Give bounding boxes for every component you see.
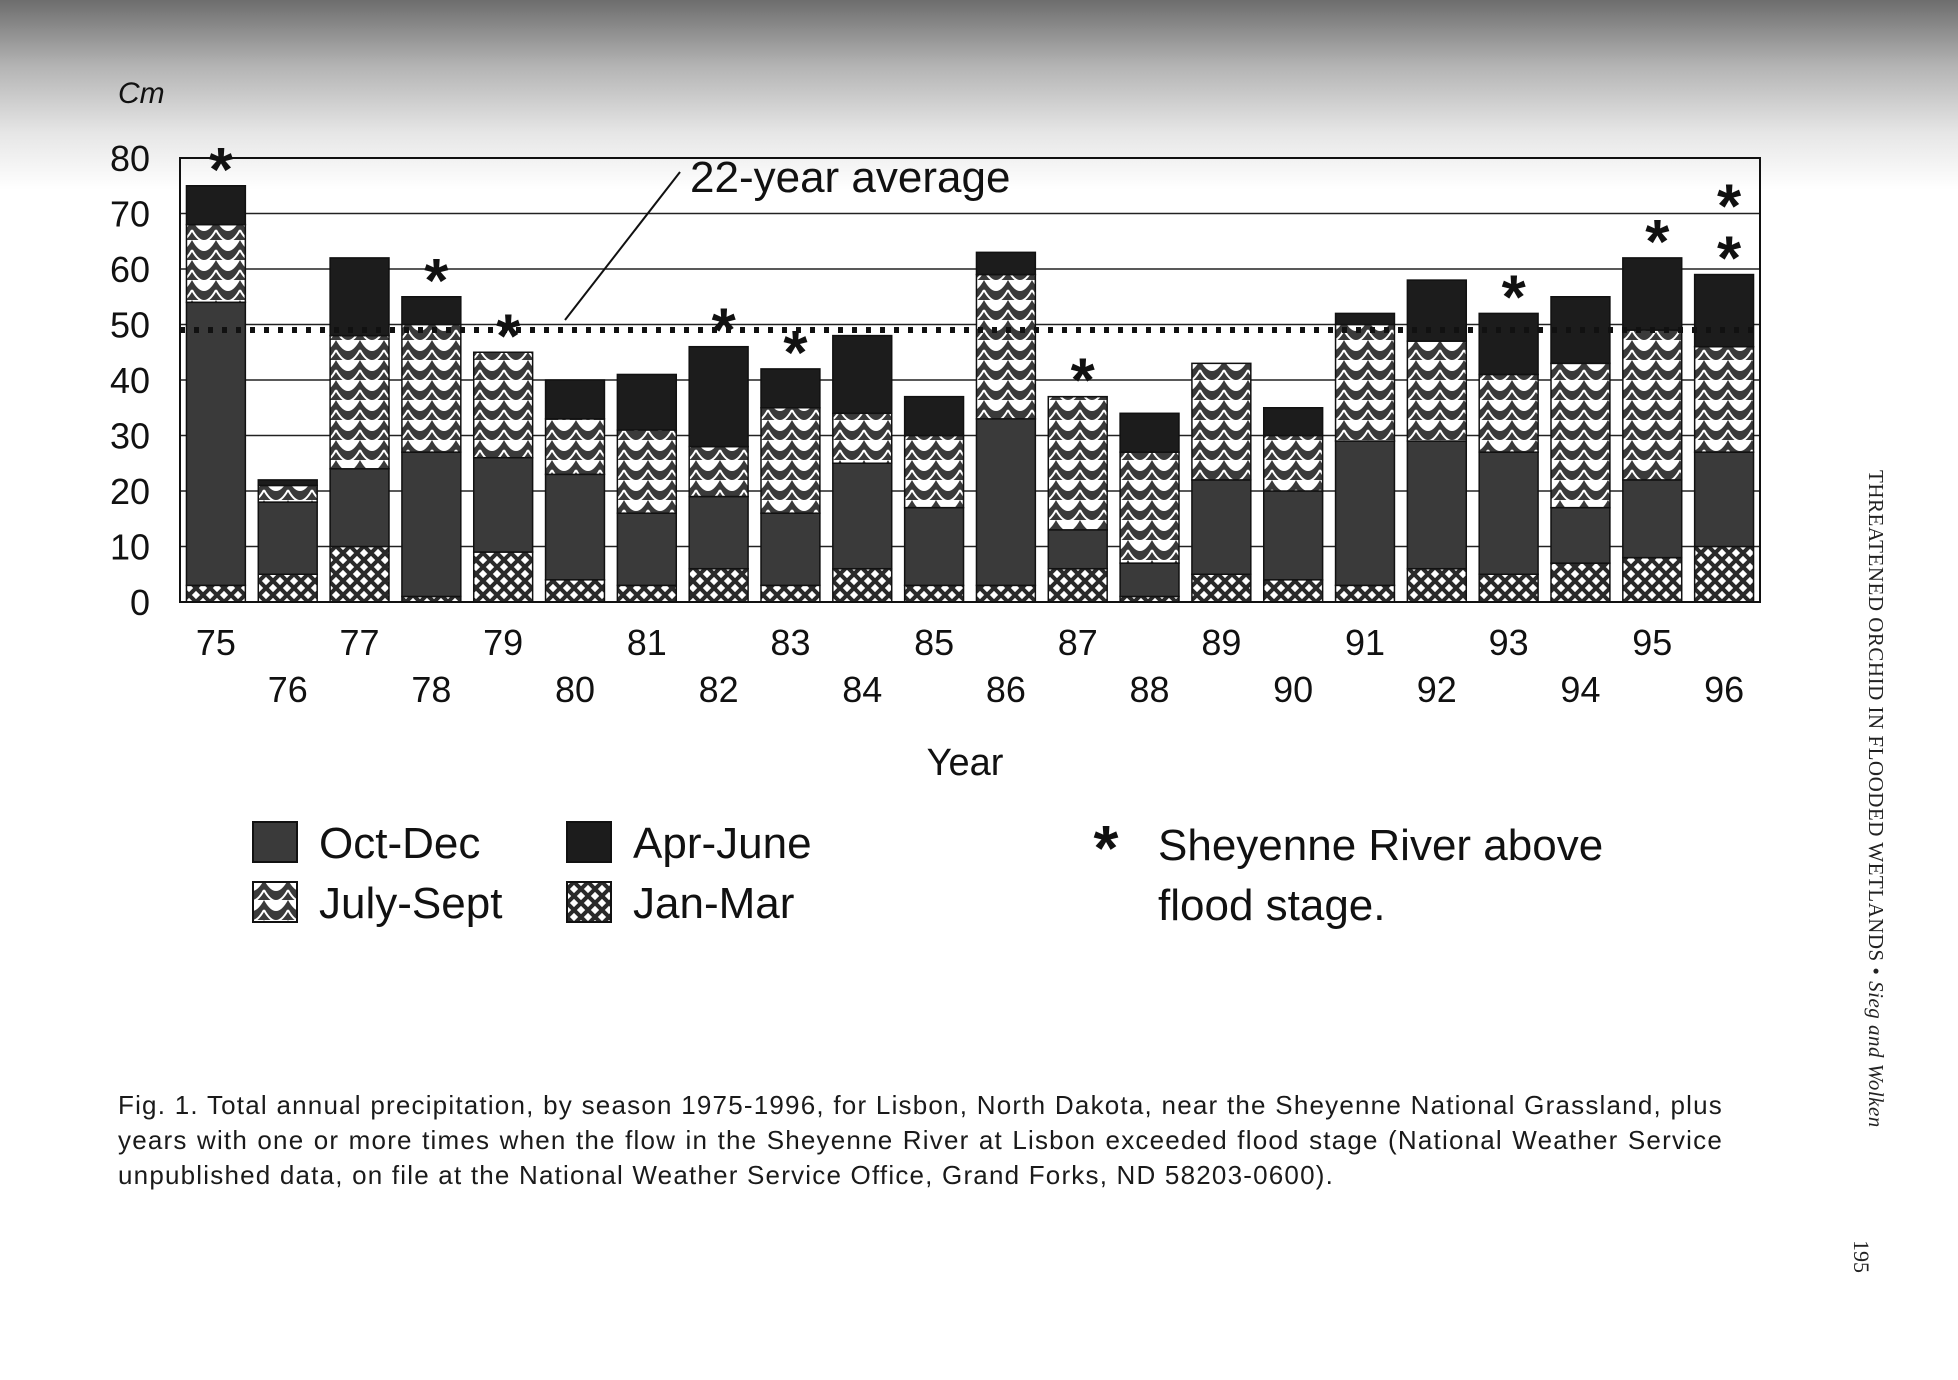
bar-86 — [976, 252, 1035, 602]
x-tick-76: 76 — [267, 669, 308, 710]
bar-84-apr-june — [833, 336, 892, 414]
running-head-title: THREATENED ORCHID IN FLOODED WETLANDS — [1864, 470, 1888, 962]
bar-92-jan-mar — [1407, 569, 1466, 602]
bar-81-july-sept — [617, 430, 676, 513]
x-tick-92: 92 — [1416, 669, 1457, 710]
bar-93-jan-mar — [1479, 574, 1538, 602]
x-tick-94: 94 — [1560, 669, 1601, 710]
bar-77-july-sept — [330, 336, 389, 469]
bar-93 — [1479, 313, 1538, 602]
bar-93-july-sept — [1479, 374, 1538, 452]
legend-label-jan-mar: Jan-Mar — [633, 879, 795, 928]
running-head — [1848, 470, 1888, 1170]
bars — [186, 186, 1753, 602]
x-tick-96: 96 — [1704, 669, 1745, 710]
x-tick-90: 90 — [1273, 669, 1314, 710]
y-tick-labels — [110, 138, 150, 623]
y-tick-0: 0 — [129, 582, 150, 623]
y-axis-label: Cm — [118, 77, 165, 110]
bar-81 — [617, 374, 676, 602]
flood-star-96-2: * — [1717, 172, 1742, 242]
flood-star-87: * — [1070, 346, 1095, 416]
bar-89 — [1192, 363, 1251, 602]
bar-78-july-sept — [402, 325, 461, 453]
flood-star-93: * — [1501, 263, 1526, 333]
bar-87-july-sept — [1048, 397, 1107, 530]
bar-90-july-sept — [1264, 436, 1323, 492]
bar-91-july-sept — [1336, 325, 1395, 442]
x-tick-91: 91 — [1344, 622, 1386, 663]
flood-star-75: * — [208, 135, 233, 205]
bar-78-oct-dec — [402, 452, 461, 596]
bar-90-apr-june — [1264, 408, 1323, 436]
bar-88 — [1120, 413, 1179, 602]
bar-82 — [689, 347, 748, 602]
bar-84 — [833, 336, 892, 602]
bar-84-july-sept — [833, 413, 892, 463]
bar-83-oct-dec — [761, 513, 820, 585]
x-tick-85: 85 — [914, 622, 955, 663]
bar-81-oct-dec — [617, 513, 676, 585]
y-tick-70: 70 — [109, 193, 150, 235]
x-tick-93: 93 — [1488, 622, 1529, 663]
flood-star-83: * — [783, 318, 808, 388]
bar-80-oct-dec — [546, 474, 605, 579]
bar-96-jan-mar — [1695, 547, 1754, 603]
page-number: 195 — [1849, 1240, 1874, 1273]
flood-legend-label — [1158, 821, 1615, 930]
bar-85-july-sept — [905, 436, 964, 508]
bar-88-oct-dec — [1120, 563, 1179, 596]
y-tick-20: 20 — [109, 471, 150, 512]
flood-star-82: * — [711, 296, 736, 366]
flood-star-79: * — [496, 302, 521, 372]
bar-95-jan-mar — [1623, 558, 1682, 602]
bar-85 — [905, 397, 964, 602]
x-tick-77: 77 — [339, 622, 380, 663]
legend-swatch-oct-dec — [253, 822, 297, 862]
bar-87 — [1048, 397, 1107, 602]
bar-84-oct-dec — [833, 463, 892, 568]
flood-legend-line-2: flood stage. — [1158, 881, 1386, 930]
bar-80-apr-june — [546, 380, 605, 419]
bar-75-oct-dec — [186, 302, 245, 585]
x-tick-75: 75 — [195, 622, 236, 663]
flood-legend-line-1: Sheyenne River above — [1158, 821, 1604, 870]
x-tick-86: 86 — [985, 669, 1026, 710]
bar-96-oct-dec — [1695, 452, 1754, 546]
bar-79-jan-mar — [474, 552, 533, 602]
bar-82-july-sept — [689, 447, 748, 497]
x-tick-87: 87 — [1057, 622, 1098, 663]
bar-86-july-sept — [976, 275, 1035, 419]
bar-85-jan-mar — [905, 585, 964, 602]
x-tick-88: 88 — [1129, 669, 1170, 710]
bar-77 — [330, 258, 389, 602]
average-label: 22-year average — [690, 153, 1011, 202]
bar-78 — [402, 297, 461, 602]
running-head-authors: Sieg and Wolken — [1864, 981, 1888, 1128]
bar-94-july-sept — [1551, 363, 1610, 507]
legend-swatch-july-sept — [253, 882, 297, 922]
average-leader — [565, 172, 680, 320]
x-tick-81: 81 — [626, 622, 667, 663]
bar-75-jan-mar — [186, 585, 245, 602]
bar-81-apr-june — [617, 374, 676, 430]
bar-81-jan-mar — [617, 585, 676, 602]
y-tick-40: 40 — [109, 360, 150, 401]
legend-label-july-sept: July-Sept — [319, 879, 503, 928]
bar-87-oct-dec — [1048, 530, 1107, 569]
x-tick-labels — [196, 622, 1744, 710]
bar-91-jan-mar — [1336, 585, 1395, 602]
bar-80-jan-mar — [546, 580, 605, 602]
x-tick-82: 82 — [698, 669, 739, 710]
bar-86-oct-dec — [976, 419, 1035, 585]
bar-83 — [761, 369, 820, 602]
x-tick-89: 89 — [1201, 622, 1242, 663]
bar-77-apr-june — [330, 258, 389, 336]
figure-caption: Fig. 1. Total annual precipitation, by season 1975-1996, for Lisbon, North Dakota, near the Sheyenne National Grassland, plus years with one or more times when the flow in the Sheyenne River at Lisbon exceeded flood stage (National Weather Service unpublished data, on file at the National Weather Service Office, Grand Forks, ND 58203-0600). — [118, 1090, 1723, 1190]
bar-77-oct-dec — [330, 469, 389, 547]
bar-85-apr-june — [905, 397, 964, 436]
bar-80-july-sept — [546, 419, 605, 475]
bar-87-jan-mar — [1048, 569, 1107, 602]
flood-star-78: * — [424, 246, 449, 316]
bar-89-oct-dec — [1192, 480, 1251, 574]
bar-76 — [258, 480, 317, 602]
flood-star-96-1: * — [1717, 224, 1742, 294]
bar-79 — [474, 352, 533, 602]
x-tick-95: 95 — [1632, 622, 1673, 663]
y-tick-80: 80 — [109, 138, 150, 179]
running-head-separator: • — [1864, 961, 1888, 982]
bar-90-oct-dec — [1264, 491, 1323, 580]
bar-88-apr-june — [1120, 413, 1179, 452]
bar-86-apr-june — [976, 252, 1035, 274]
flood-star-95: * — [1645, 207, 1670, 277]
bar-86-jan-mar — [976, 585, 1035, 602]
legend-swatch-apr-june — [567, 822, 611, 862]
bar-82-jan-mar — [689, 569, 748, 602]
flood-legend — [1094, 812, 1616, 930]
bar-82-oct-dec — [689, 497, 748, 569]
x-tick-83: 83 — [770, 622, 811, 663]
bar-83-july-sept — [761, 408, 820, 513]
bar-85-oct-dec — [905, 508, 964, 586]
bar-94-jan-mar — [1551, 563, 1610, 602]
bar-92-july-sept — [1407, 341, 1466, 441]
legend-label-oct-dec: Oct-Dec — [319, 819, 481, 868]
bar-91-apr-june — [1336, 313, 1395, 324]
bar-90 — [1264, 408, 1323, 602]
bar-90-jan-mar — [1264, 580, 1323, 602]
legend — [253, 819, 812, 928]
y-tick-10: 10 — [109, 526, 150, 568]
bar-96 — [1695, 275, 1754, 602]
x-tick-79: 79 — [483, 622, 524, 663]
bar-75-july-sept — [186, 225, 245, 303]
bar-89-jan-mar — [1192, 574, 1251, 602]
bar-96-july-sept — [1695, 347, 1754, 452]
bar-95-july-sept — [1623, 330, 1682, 480]
bar-88-july-sept — [1120, 452, 1179, 563]
bar-92-oct-dec — [1407, 441, 1466, 569]
bar-94 — [1551, 297, 1610, 602]
y-tick-50: 50 — [109, 304, 150, 346]
bar-95-oct-dec — [1623, 480, 1682, 558]
flood-legend-symbol: * — [1093, 812, 1119, 884]
bar-79-oct-dec — [474, 458, 533, 552]
bar-76-apr-june — [258, 480, 317, 486]
bar-80 — [546, 380, 605, 602]
y-tick-60: 60 — [109, 249, 150, 290]
x-tick-80: 80 — [554, 669, 596, 710]
legend-swatch-jan-mar — [567, 882, 611, 922]
bar-94-oct-dec — [1551, 508, 1610, 564]
bar-83-jan-mar — [761, 585, 820, 602]
x-axis-label: Year — [926, 742, 1004, 784]
bar-91-oct-dec — [1336, 441, 1395, 585]
y-tick-30: 30 — [109, 415, 150, 457]
bar-77-jan-mar — [330, 547, 389, 603]
bar-75 — [186, 186, 245, 602]
bar-84-jan-mar — [833, 569, 892, 602]
bar-76-july-sept — [258, 485, 317, 502]
legend-label-apr-june: Apr-June — [633, 819, 812, 868]
bar-91 — [1336, 313, 1395, 602]
bar-95 — [1623, 258, 1682, 602]
bar-89-july-sept — [1192, 363, 1251, 480]
bar-93-oct-dec — [1479, 452, 1538, 574]
bar-76-jan-mar — [258, 574, 317, 602]
x-tick-78: 78 — [411, 669, 452, 710]
bar-76-oct-dec — [258, 502, 317, 574]
x-tick-84: 84 — [842, 669, 883, 710]
